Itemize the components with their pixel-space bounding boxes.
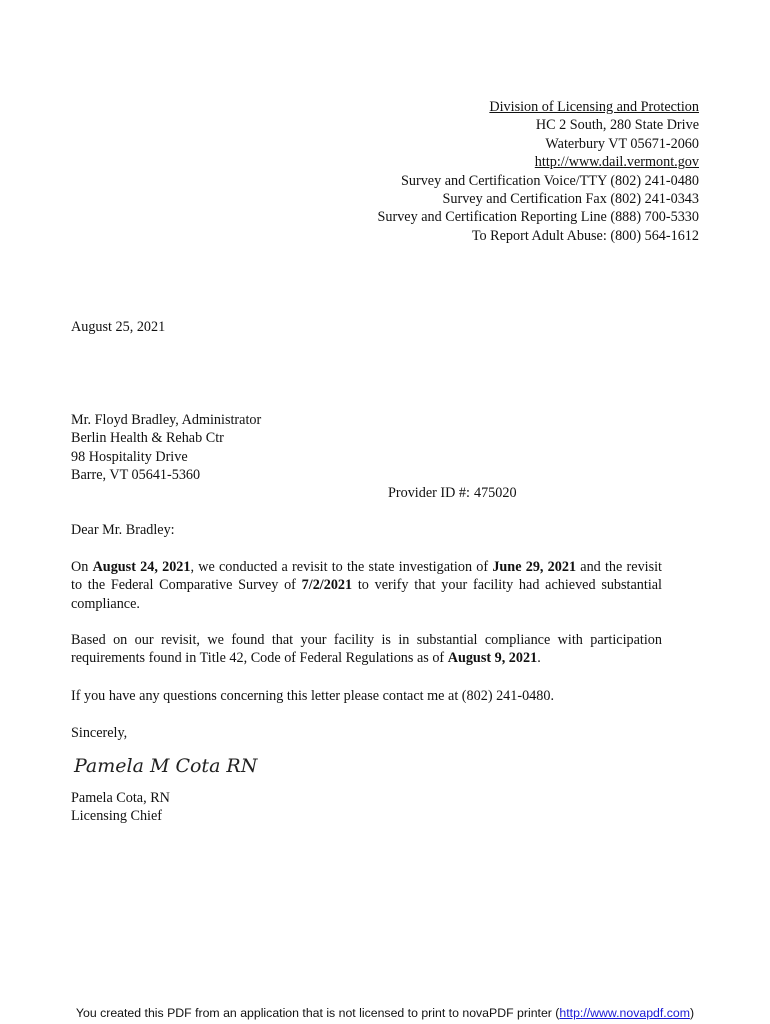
novapdf-footer xyxy=(0,1004,770,1022)
signature-text: Pamela M Cota RN xyxy=(74,755,258,777)
footer-text: You created this PDF from an application that is not licensed to print to novaPDF printer ( xyxy=(75,1006,560,1020)
revisit-date: August 24, 2021 xyxy=(92,559,191,575)
p1-text-4: to verify that your facility had achieved substantial compliance. xyxy=(71,577,662,612)
closing: Sincerely, xyxy=(71,725,128,741)
recipient-name: Mr. Floyd Bradley, Administrator xyxy=(71,412,262,428)
recipient-city: Barre, VT 05641-5360 xyxy=(71,466,201,483)
recipient-address xyxy=(71,411,261,484)
letter-date: August 25, 2021 xyxy=(71,319,166,335)
signer-block xyxy=(71,789,170,826)
letterhead-address: HC 2 South, 280 State Drive xyxy=(535,117,699,134)
survey-date: 7/2/2021 xyxy=(301,577,353,594)
abuse-line: To Report Adult Abuse: (800) 564-1612 xyxy=(471,227,699,244)
footer-text-end: ) xyxy=(689,1006,695,1020)
recipient-facility: Berlin Health & Rehab Ctr xyxy=(71,430,224,447)
signer-name: Pamela Cota, RN xyxy=(71,790,170,806)
paragraph-contact: If you have any questions concerning this letter please contact me at (802) 241-0480. xyxy=(71,688,555,704)
website-link[interactable]: http://www.dail.vermont.gov xyxy=(534,154,699,171)
fax-line: Survey and Certification Fax (802) 241-0343 xyxy=(442,190,699,207)
division-name: Division of Licensing and Protection xyxy=(489,99,699,115)
p1-text-3: and the revisit to the Federal Comparative Survey of xyxy=(71,559,663,594)
paragraph-compliance xyxy=(71,631,662,668)
provider-id-value: 475020 xyxy=(473,485,517,501)
letterhead-city: Waterbury VT 05671-2060 xyxy=(545,135,699,152)
p1-text-2: , we conducted a revisit to the state investigation of xyxy=(190,559,493,575)
signer-title: Licensing Chief xyxy=(71,808,163,825)
paragraph-revisit xyxy=(71,558,662,613)
novapdf-link[interactable]: http://www.novapdf.com xyxy=(559,1006,690,1020)
letterhead xyxy=(377,98,699,245)
provider-id xyxy=(388,484,517,502)
p2-text-2: . xyxy=(537,650,541,667)
provider-id-label: Provider ID #: xyxy=(388,485,470,501)
salutation: Dear Mr. Bradley: xyxy=(71,522,175,538)
signature xyxy=(72,747,258,781)
p2-text-1: Based on our revisit, we found that your facility is in substantial compliance with participation requirements found in Title 42, Code of Federal Regulations as of xyxy=(71,632,662,667)
p1-text-1: On xyxy=(71,559,93,575)
compliance-date: August 9, 2021 xyxy=(447,650,538,667)
voice-tty-line: Survey and Certification Voice/TTY (802) 241-0480 xyxy=(400,172,699,189)
reporting-line: Survey and Certification Reporting Line (888) 700-5330 xyxy=(377,209,699,226)
investigation-date: June 29, 2021 xyxy=(492,559,577,575)
recipient-street: 98 Hospitality Drive xyxy=(71,448,188,465)
